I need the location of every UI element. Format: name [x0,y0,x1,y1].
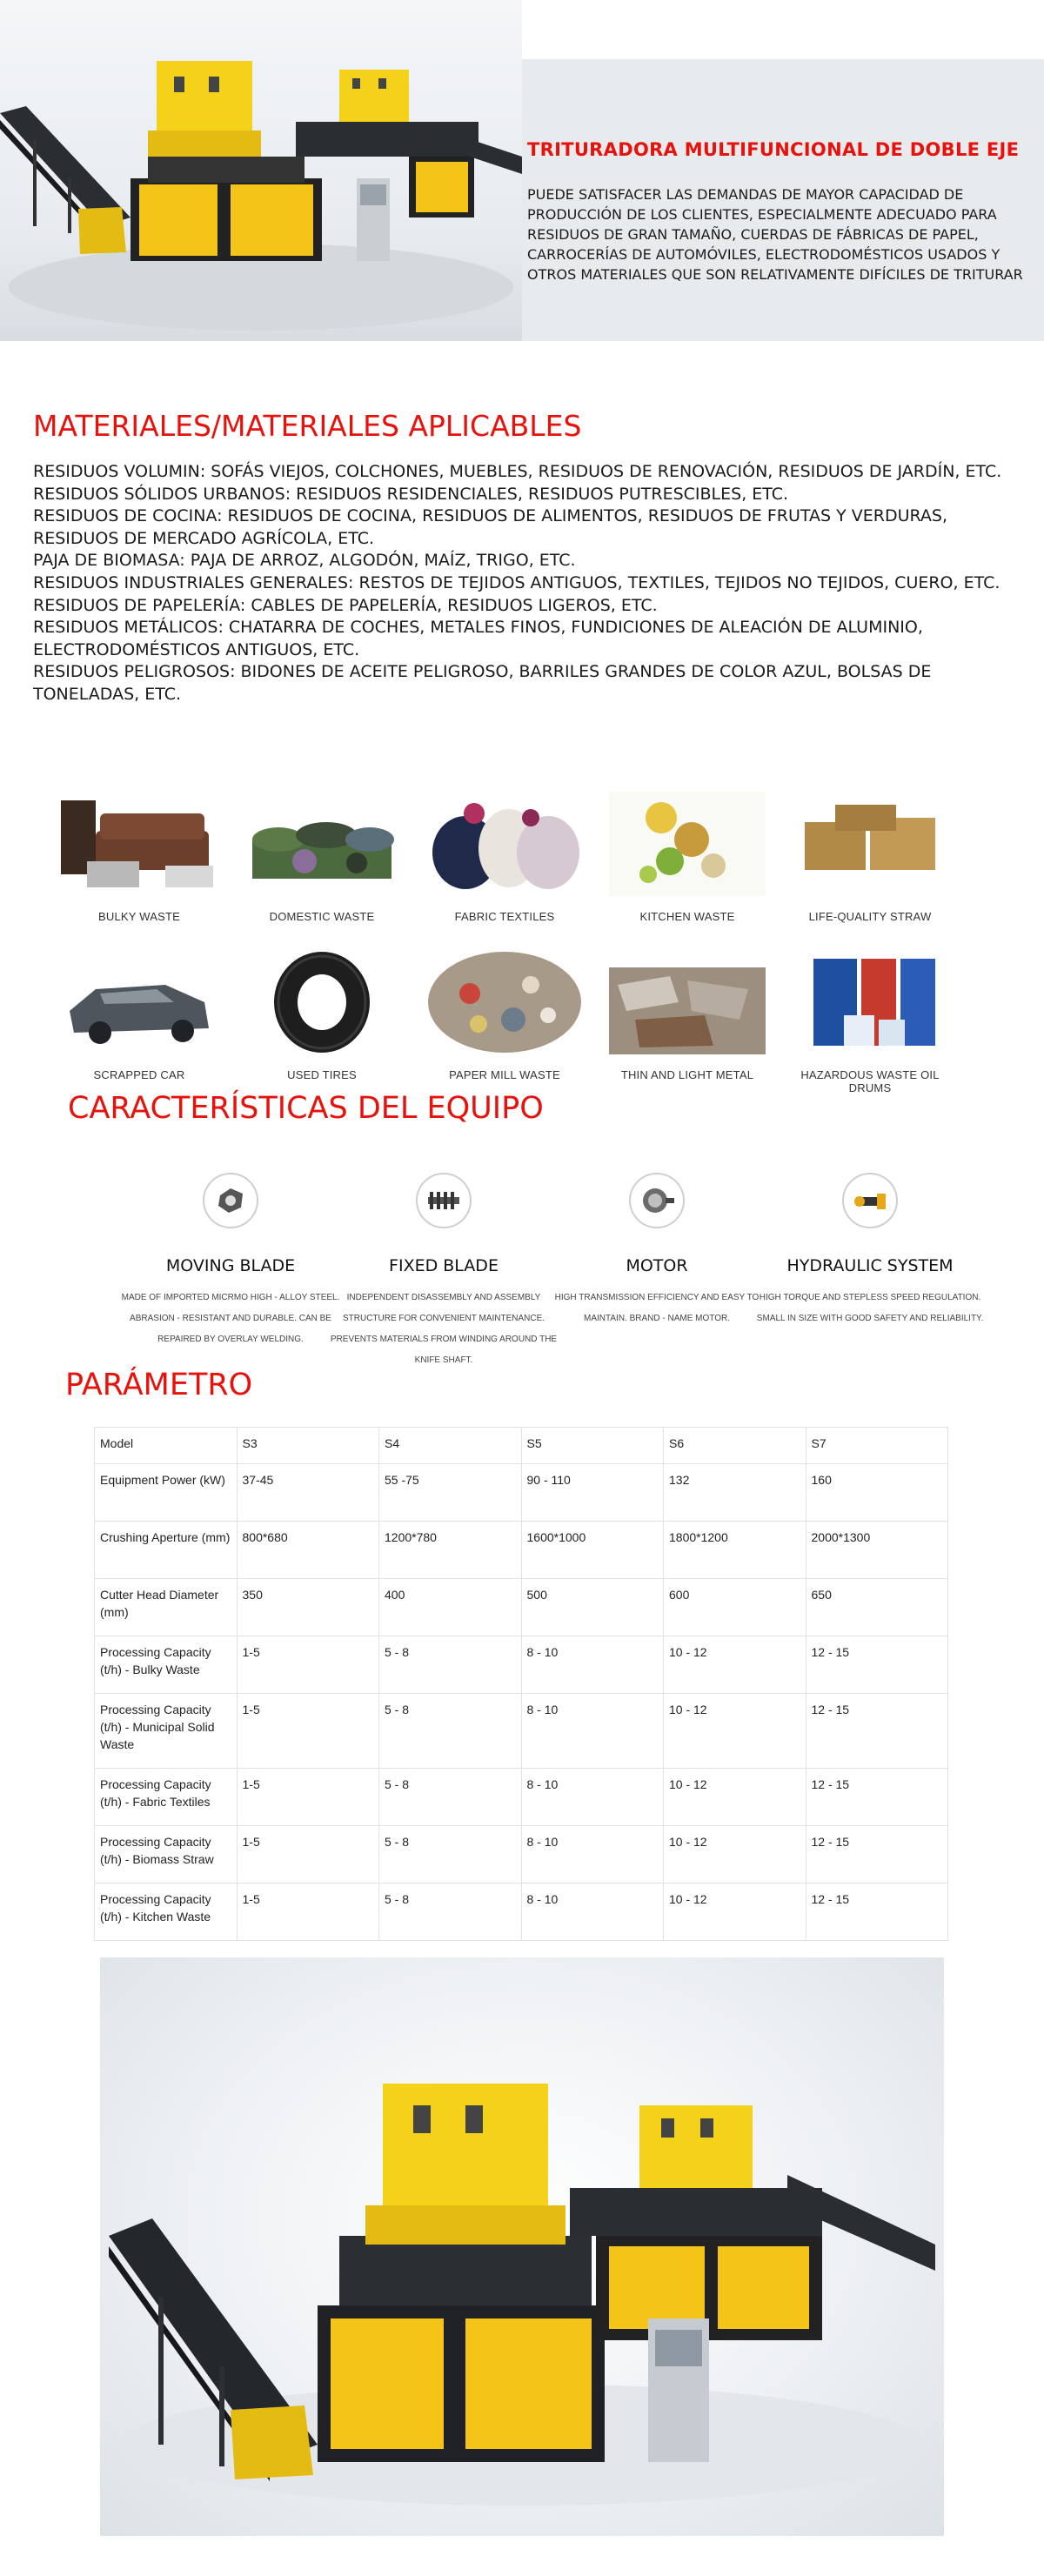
table-cell: Processing Capacity (t/h) - Fabric Textiles [95,1769,238,1826]
waste-label: DOMESTIC WASTE [269,910,375,923]
waste-card-kitchen [600,788,774,927]
table-cell: 500 [521,1579,664,1636]
textiles-icon [426,792,583,896]
features-row [113,1166,983,1375]
feature-name: MOTOR [626,1256,688,1275]
hero-description: PUEDE SATISFACER LAS DEMANDAS DE MAYOR CAPACIDAD DE PRODUCCIÓN DE LOS CLIENTES, ESPECIALMENTE ADECUADO PARA RESIDUOS DE GRAN TAMAÑO, CUERDAS DE FÁBRICAS DE PAPEL, CARROCERÍAS DE AUTOMÓVILES, ELECTRODOMÉSTICOS USADOS Y OTROS MATERIALES QUE SON RELATIVAMENTE DIFÍCILES DE TRITURAR [527,186,1023,283]
material-item: RESIDUOS SÓLIDOS URBANOS: RESIDUOS RESIDENCIALES, RESIDUOS PUTRESCIBLES, ETC. [33,484,789,504]
material-item: RESIDUOS METÁLICOS: CHATARRA DE COCHES, METALES FINOS, FUNDICIONES DE ALEACIÓN DE ALUMINIO, ELECTRODOMÉSTICOS ANTIGUOS, ETC. [33,618,923,659]
waste-label: USED TIRES [287,1068,357,1081]
table-cell: 1200*780 [379,1522,522,1579]
table-cell: 10 - 12 [664,1694,806,1769]
oil-drums-icon [792,950,948,1054]
table-cell: 12 - 15 [806,1883,948,1941]
table-cell: 1-5 [237,1769,379,1826]
table-cell: 350 [237,1579,379,1636]
table-row [95,1826,948,1883]
waste-card-paper [418,947,592,1086]
table-cell: 650 [806,1579,948,1636]
waste-card-metal [600,947,774,1086]
waste-label: THIN AND LIGHT METAL [620,1068,754,1081]
waste-label: FABRIC TEXTILES [454,910,555,923]
material-item: RESIDUOS VOLUMIN: SOFÁS VIEJOS, COLCHONES, MUEBLES, RESIDUOS DE RENOVACIÓN, RESIDUOS DE JARDÍN, ETC. [33,462,1002,481]
material-item: RESIDUOS DE PAPELERÍA: CABLES DE PAPELERÍA, RESIDUOS LIGEROS, ETC. [33,595,658,615]
table-cell: 12 - 15 [806,1826,948,1883]
material-item: PAJA DE BIOMASA: PAJA DE ARROZ, ALGODÓN, MAÍZ, TRIGO, ETC. [33,551,576,571]
table-cell: S5 [521,1428,664,1464]
table-cell: 8 - 10 [521,1694,664,1769]
table-cell: 5 - 8 [379,1694,522,1769]
table-cell: Model [95,1428,238,1464]
shredder-product-image [100,1957,944,2536]
feature-name: MOVING BLADE [165,1256,296,1275]
waste-label: KITCHEN WASTE [639,910,735,923]
table-cell: S6 [664,1428,806,1464]
feature-description: HIGH TORQUE AND STEPLESS SPEED REGULATION. SMALL IN SIZE WITH GOOD SAFETY AND RELIABILITY. [756,1293,984,1323]
table-cell: 55 -75 [379,1464,522,1522]
table-cell: 132 [664,1464,806,1522]
table-cell: 8 - 10 [521,1636,664,1694]
feature-description: INDEPENDENT DISASSEMBLY AND ASSEMBLY STRUCTURE FOR CONVENIENT MAINTENANCE. PREVENTS MATERIALS FROM WINDING AROUND THE KNIFE SHAFT. [330,1293,558,1365]
table-cell: 10 - 12 [664,1636,806,1694]
table-cell: Processing Capacity (t/h) - Bulky Waste [95,1636,238,1694]
materials-title: MATERIALES/MATERIALES APLICABLES [33,409,582,443]
table-cell: 12 - 15 [806,1694,948,1769]
feature-name: FIXED BLADE [389,1256,499,1275]
table-cell: 5 - 8 [379,1769,522,1826]
table-row [95,1636,948,1694]
table-cell: 1-5 [237,1636,379,1694]
table-cell: 5 - 8 [379,1826,522,1883]
table-cell: Processing Capacity (t/h) - Kitchen Waste [95,1883,238,1941]
waste-card-drums [783,947,957,1094]
table-row [95,1464,948,1522]
waste-label: PAPER MILL WASTE [449,1068,560,1081]
table-row [95,1883,948,1941]
table-cell: 1-5 [237,1694,379,1769]
waste-label: LIFE-QUALITY STRAW [808,910,932,923]
metal-scrap-icon [609,950,766,1054]
table-cell: 8 - 10 [521,1883,664,1941]
table-row [95,1522,948,1579]
table-cell: 5 - 8 [379,1883,522,1941]
table-cell: S4 [379,1428,522,1464]
table-cell: S7 [806,1428,948,1464]
table-cell: Cutter Head Diameter (mm) [95,1579,238,1636]
table-cell: 600 [664,1579,806,1636]
material-item: RESIDUOS INDUSTRIALES GENERALES: RESTOS DE TEJIDOS ANTIGUOS, TEXTILES, TEJIDOS NO TEJIDOS, CUERO, ETC. [33,572,1000,592]
waste-card-domestic [235,788,409,927]
table-cell: 10 - 12 [664,1883,806,1941]
waste-card-textiles [418,788,592,927]
waste-card-car [52,947,226,1086]
waste-card-straw [783,788,957,927]
waste-types-grid [52,788,992,1093]
hydraulic-icon [842,1173,898,1228]
table-cell: 12 - 15 [806,1769,948,1826]
table-cell: S3 [237,1428,379,1464]
feature-description: HIGH TRANSMISSION EFFICIENCY AND EASY TO MAINTAIN. BRAND - NAME MOTOR. [554,1293,760,1323]
table-cell: 90 - 110 [521,1464,664,1522]
table-row [95,1579,948,1636]
sofa-icon [61,792,218,896]
material-item: RESIDUOS PELIGROSOS: BIDONES DE ACEITE PELIGROSO, BARRILES GRANDES DE COLOR AZUL, BOLSAS DE TONELADAS, ETC. [33,662,932,704]
shredder-hero-image [0,0,522,341]
car-wreck-icon [61,950,218,1054]
parameters-title: PARÁMETRO [65,1368,253,1402]
table-cell: 1-5 [237,1883,379,1941]
paper-waste-icon [426,950,583,1054]
table-cell: 12 - 15 [806,1636,948,1694]
table-cell: 2000*1300 [806,1522,948,1579]
waste-card-bulky [52,788,226,927]
table-cell: 400 [379,1579,522,1636]
table-cell: 160 [806,1464,948,1522]
straw-bales-icon [792,792,948,896]
parameters-table [94,1427,948,1941]
moving-blade-icon [203,1173,258,1228]
table-cell: 800*680 [237,1522,379,1579]
waste-label: HAZARDOUS WASTE OIL DRUMS [800,1068,940,1094]
hero-title: TRITURADORA MULTIFUNCIONAL DE DOBLE EJE [527,139,1020,160]
feature-description: MADE OF IMPORTED MICRMO HIGH - ALLOY STEEL. ABRASION - RESISTANT AND DURABLE. CAN BE REPAIRED BY OVERLAY WELDING. [121,1293,340,1344]
table-cell: 10 - 12 [664,1769,806,1826]
table-cell: 1-5 [237,1826,379,1883]
table-row [95,1769,948,1826]
waste-label: BULKY WASTE [98,910,180,923]
table-cell: 37-45 [237,1464,379,1522]
tire-icon [244,950,400,1054]
table-cell: Processing Capacity (t/h) - Biomass Straw [95,1826,238,1883]
materials-list [33,461,1007,706]
feature-name: HYDRAULIC SYSTEM [786,1256,954,1275]
features-title: CARACTERÍSTICAS DEL EQUIPO [68,1091,544,1126]
feature-moving-blade [113,1166,348,1375]
garbage-bags-icon [244,792,400,896]
table-cell: Crushing Aperture (mm) [95,1522,238,1579]
food-scraps-icon [609,792,766,896]
material-item: RESIDUOS DE COCINA: RESIDUOS DE COCINA, RESIDUOS DE ALIMENTOS, RESIDUOS DE FRUTAS Y VERDURAS, RESIDUOS DE MERCADO AGRÍCOLA, ETC. [33,506,948,548]
table-cell: 1600*1000 [521,1522,664,1579]
table-row [95,1428,948,1464]
hero-section [0,0,1044,348]
table-cell: 8 - 10 [521,1826,664,1883]
waste-card-tires [235,947,409,1086]
table-cell: 10 - 12 [664,1826,806,1883]
table-cell: 1800*1200 [664,1522,806,1579]
table-cell: Equipment Power (kW) [95,1464,238,1522]
table-cell: 8 - 10 [521,1769,664,1826]
table-cell: 5 - 8 [379,1636,522,1694]
fixed-blade-icon [416,1173,472,1228]
motor-icon [629,1173,685,1228]
waste-label: SCRAPPED CAR [93,1068,185,1081]
feature-motor [539,1166,774,1375]
feature-hydraulic [753,1166,987,1375]
table-cell: Processing Capacity (t/h) - Municipal Solid Waste [95,1694,238,1769]
feature-fixed-blade [326,1166,561,1375]
table-row [95,1694,948,1769]
